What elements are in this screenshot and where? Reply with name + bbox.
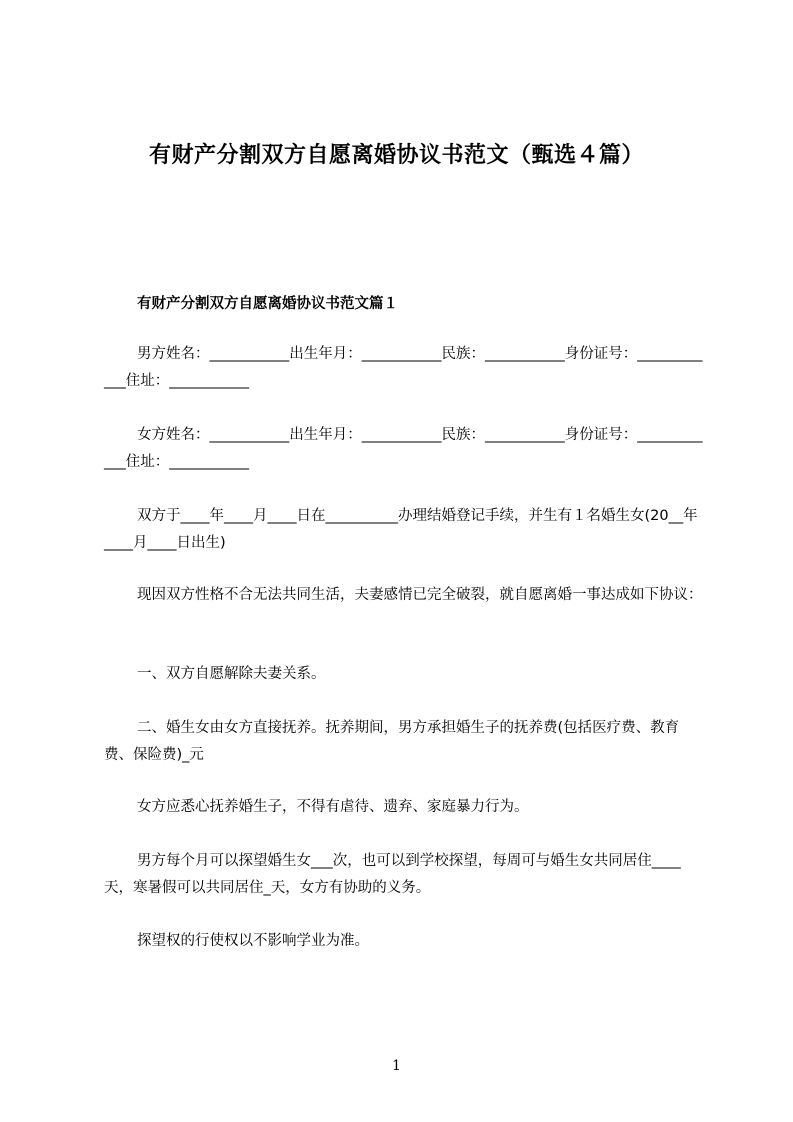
- paragraph-visitation-limit: 探望权的行使权以不影响学业为准。: [137, 933, 369, 949]
- paragraph-male-info: 男方姓名：___________出生年月：___________民族：___________身份证号：____________住址：___________: [104, 346, 703, 389]
- paragraph-female-info: 女方姓名：___________出生年月：___________民族：___________身份证号：____________住址：___________: [104, 427, 703, 470]
- page-number: 1: [392, 1058, 401, 1074]
- paragraph-clause-1: 一、双方自愿解除夫妻关系。: [137, 666, 326, 682]
- paragraph-divorce-reason: 现因双方性格不合无法共同生活，夫妻感情已完全破裂，就自愿离婚一事达成如下协议：: [137, 587, 703, 603]
- paragraph-visitation: 男方每个月可以探望婚生女___次，也可以到学校探望，每周可与婚生女共同居住____天，寒暑假可以共同居住_天，女方有协助的义务。: [104, 853, 681, 896]
- paragraph-custody-duty: 女方应悉心抚养婚生子，不得有虐待、遗弃、家庭暴力行为。: [137, 799, 529, 815]
- paragraph-marriage-registration: 双方于____年____月____日在__________办理结婚登记手续，并生有１名婚生女(20__年____月____日出生): [104, 508, 698, 551]
- section-heading: 有财产分割双方自愿离婚协议书范文篇１: [137, 296, 398, 312]
- paragraph-clause-2: 二、婚生女由女方直接抚养。抚养期间，男方承担婚生子的抚养费(包括医疗费、教育费、保险费)_元: [104, 720, 680, 763]
- document-title: 有财产分割双方自愿离婚协议书范文（甄选４篇）: [148, 143, 644, 168]
